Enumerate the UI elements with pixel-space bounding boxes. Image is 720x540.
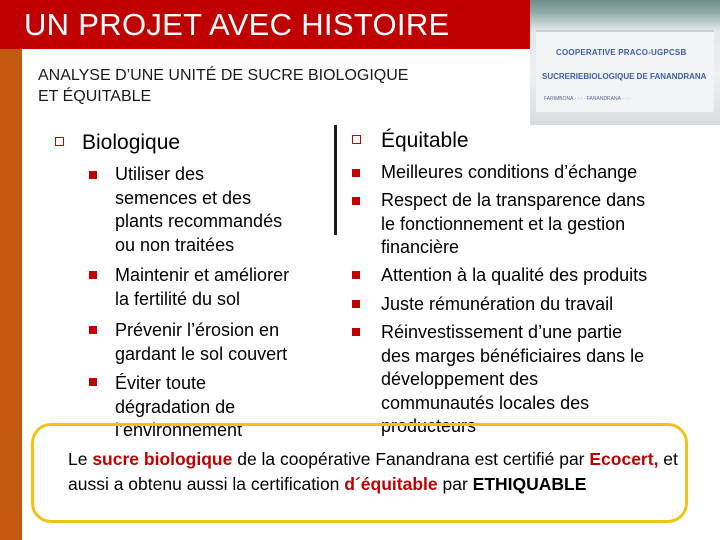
right-item-5 xyxy=(381,321,644,439)
item-line: financière xyxy=(381,237,460,257)
item-bullet-icon xyxy=(89,271,97,279)
cert-text-part: de la coopérative Fanandrana est certifié par xyxy=(232,449,590,469)
highlight-sucre-biologique: sucre biologique xyxy=(92,449,233,469)
left-item-2 xyxy=(115,264,289,311)
sign-text-line-1: COOPERATIVE PRACO-UGPCSB xyxy=(556,48,687,57)
cooperative-sign-photo xyxy=(530,0,720,125)
column-divider xyxy=(334,125,337,235)
subtitle-line-1: ANALYSE D’UNE UNITÉ DE SUCRE BIOLOGIQUE xyxy=(38,67,409,84)
item-bullet-icon xyxy=(89,326,97,334)
sign-text-line-3: FARIMBONA · · · · FANANDRANA · · · xyxy=(544,96,630,102)
cert-text-part: par xyxy=(437,473,473,494)
item-line: Maintenir et améliorer xyxy=(115,265,290,285)
highlight-equitable: d´équitable xyxy=(344,473,438,494)
slide-subtitle xyxy=(38,65,518,107)
item-bullet-icon xyxy=(89,171,97,179)
left-column-heading: Biologique xyxy=(82,131,181,154)
item-bullet-icon xyxy=(89,378,97,386)
item-bullet-icon xyxy=(352,328,360,336)
cert-text-part: et aussi a obtenu aussi la certification xyxy=(68,449,678,494)
item-line: producteurs xyxy=(381,416,477,436)
slide-title: UN PROJET AVEC HISTOIRE xyxy=(24,7,450,42)
right-item-3 xyxy=(381,264,647,288)
item-bullet-icon xyxy=(352,271,360,279)
subtitle-line-2: ET ÉQUITABLE xyxy=(38,88,152,105)
item-line: la fertilité du sol xyxy=(115,288,241,309)
left-item-1 xyxy=(115,163,282,257)
item-line: Prévenir l’érosion en xyxy=(115,320,280,340)
heading-bullet-icon xyxy=(55,137,64,146)
item-line: développement des xyxy=(381,369,539,389)
item-line: Réinvestissement d’une partie xyxy=(381,322,623,342)
item-line: Meilleures conditions d’échange xyxy=(381,162,638,182)
heading-bullet-icon xyxy=(352,135,361,144)
item-line: Utiliser des xyxy=(115,164,205,184)
item-line: plants recommandés xyxy=(115,211,283,231)
item-line: Respect de la transparence dans xyxy=(381,190,646,210)
highlight-ethiquable: ETHIQUABLE xyxy=(472,473,587,494)
right-item-1 xyxy=(381,161,637,185)
item-line: communautés locales des xyxy=(381,392,590,413)
highlight-ecocert: Ecocert, xyxy=(589,449,659,469)
item-line: l’environnement xyxy=(115,420,243,440)
item-line: dégradation de xyxy=(115,396,236,417)
cert-text-part: Le xyxy=(68,449,93,469)
item-bullet-icon xyxy=(352,197,360,205)
item-line: Attention à la qualité des produits xyxy=(381,265,648,285)
item-bullet-icon xyxy=(352,169,360,177)
sign-text-line-2: SUCRERIEBIOLOGIQUE DE FANANDRANA xyxy=(542,72,707,81)
item-line: le fonctionnement et la gestion xyxy=(381,213,626,234)
left-item-3 xyxy=(115,319,287,366)
right-item-2 xyxy=(381,189,645,260)
item-bullet-icon xyxy=(352,300,360,308)
item-line: des marges bénéficiaires dans le xyxy=(381,345,645,366)
item-line: Éviter toute xyxy=(115,373,207,393)
item-line: Juste rémunération du travail xyxy=(381,294,614,314)
right-column-heading: Équitable xyxy=(381,129,469,152)
certification-text xyxy=(68,447,683,496)
left-accent-band xyxy=(0,49,22,540)
item-line: semences et des xyxy=(115,187,252,208)
item-line: gardant le sol couvert xyxy=(115,343,288,364)
item-line: ou non traitées xyxy=(115,234,235,255)
right-item-4 xyxy=(381,293,613,317)
title-bar xyxy=(0,0,530,49)
